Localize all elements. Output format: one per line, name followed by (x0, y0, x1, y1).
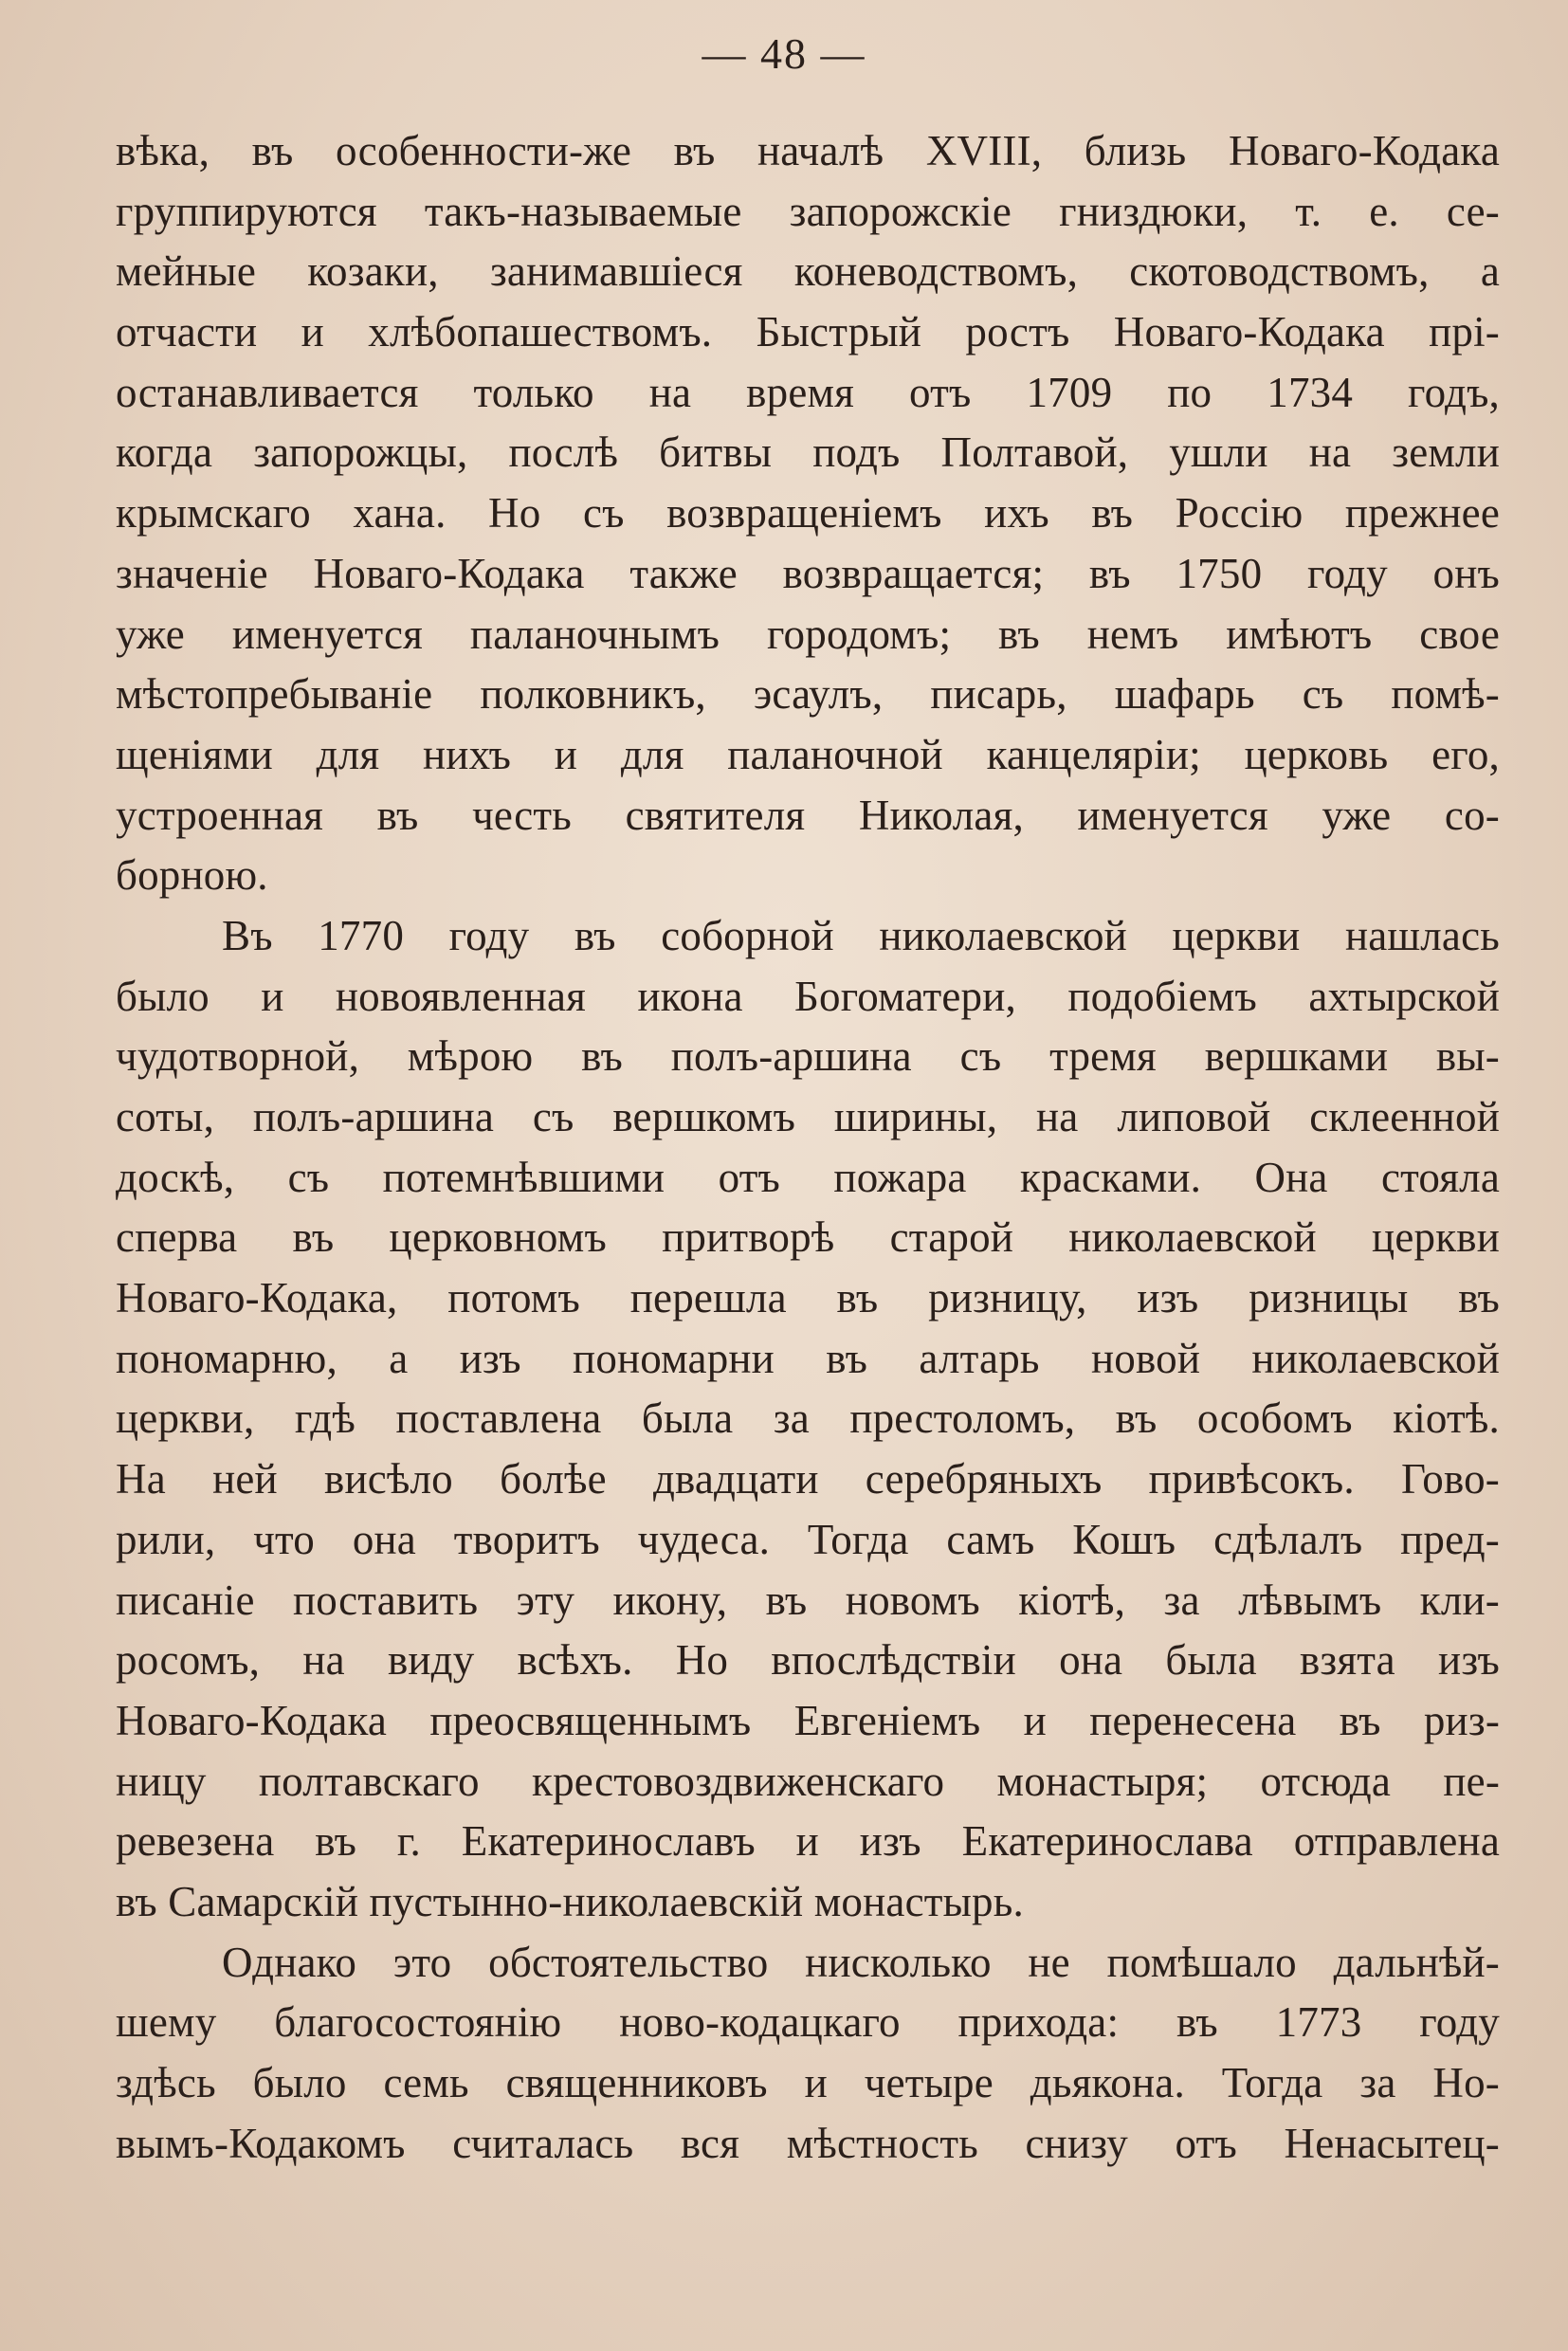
text-line: было и новоявленная икона Богоматери, подобіемъ ахтырской (116, 972, 1500, 1020)
text-line: соты, полъ-аршина съ вершкомъ ширины, на липовой склеенной (116, 1093, 1500, 1140)
text-line: вымъ-Кодакомъ считалась вся мѣстность снизу отъ Ненасытец- (116, 2119, 1500, 2167)
text-line: шему благосостоянію ново-кодацкаго прихода: въ 1773 году (116, 1998, 1500, 2047)
text-line: здѣсь было семь священниковъ и четыре дьякона. Тогда за Но- (116, 2059, 1500, 2106)
text-line: останавливается только на время отъ 1709 по 1734 годъ, (116, 368, 1500, 416)
text-line: чудотворной, мѣрою въ полъ-аршина съ тремя вершками вы- (116, 1032, 1500, 1081)
text-line: Новаго-Кодака, потомъ перешла въ ризницу, изъ ризницы въ (116, 1274, 1500, 1322)
text-line: доскѣ, съ потемнѣвшими отъ пожара красками. Она стояла (116, 1153, 1500, 1201)
text-line: церкви, гдѣ поставлена была за престоломъ, въ особомъ кіотѣ. (116, 1394, 1500, 1443)
text-line: вѣка, въ особенности-же въ началѣ XVIII, близь Новаго-Кодака (116, 127, 1500, 174)
text-line: щеніями для нихъ и для паланочной канцеляріи; церковь его, (116, 730, 1500, 778)
text-line: уже именуется паланочнымъ городомъ; въ немъ имѣютъ свое (116, 610, 1500, 658)
text-line: въ Самарскій пустынно-николаевскій монастырь. (116, 1877, 1024, 1925)
paragraph-3 (116, 1933, 1500, 2175)
text-line: рили, что она творитъ чудеса. Тогда самъ Кошъ сдѣлалъ пред- (116, 1515, 1500, 1563)
text-line: мѣстопребываніе полковникъ, эсаулъ, писарь, шафарь съ помѣ- (116, 670, 1500, 719)
text-line: ревезена въ г. Екатеринославъ и изъ Екатеринослава отправлена (116, 1817, 1500, 1866)
text-line: отчасти и хлѣбопашествомъ. Быстрый ростъ Новаго-Кодака прі- (116, 308, 1500, 356)
text-line: Новаго-Кодака преосвященнымъ Евгеніемъ и перенесена въ риз- (116, 1696, 1500, 1744)
text-line: Въ 1770 году въ соборной николаевской церкви нашлась (222, 911, 1500, 959)
text-line: ницу полтавскаго крестовоздвиженскаго монастыря; отсюда пе- (116, 1757, 1500, 1805)
body-text (116, 121, 1500, 2174)
paragraph-2 (116, 906, 1500, 1933)
text-line: крымскаго хана. Но съ возвращеніемъ ихъ въ Россію прежнее (116, 489, 1500, 538)
text-line: борною. (116, 851, 268, 900)
text-line: значеніе Новаго-Кодака также возвращается; въ 1750 году онъ (116, 549, 1500, 597)
text-line: мейные козаки, занимавшіеся коневодствомъ, скотоводствомъ, а (116, 247, 1500, 296)
text-line: На ней висѣло болѣе двадцати серебряныхъ привѣсокъ. Гово- (116, 1455, 1500, 1504)
text-line: писаніе поставить эту икону, въ новомъ кіотѣ, за лѣвымъ кли- (116, 1576, 1500, 1624)
text-line: росомъ, на виду всѣхъ. Но впослѣдствіи она была взята изъ (116, 1636, 1500, 1685)
text-line: сперва въ церковномъ притворѣ старой николаевской церкви (116, 1213, 1500, 1262)
text-line: группируются такъ-называемые запорожскіе гниздюки, т. е. се- (116, 187, 1500, 235)
text-line: Однако это обстоятельство нисколько не помѣшало дальнѣй- (222, 1938, 1500, 1986)
text-line: когда запорожцы, послѣ битвы подъ Полтавой, ушли на земли (116, 428, 1500, 477)
text-line: пономарню, а изъ пономарни въ алтарь новой николаевской (116, 1334, 1500, 1382)
text-line: устроенная въ честь святителя Николая, именуется уже со- (116, 791, 1500, 839)
paragraph-1 (116, 121, 1500, 906)
page-number: — 48 — (702, 29, 866, 78)
